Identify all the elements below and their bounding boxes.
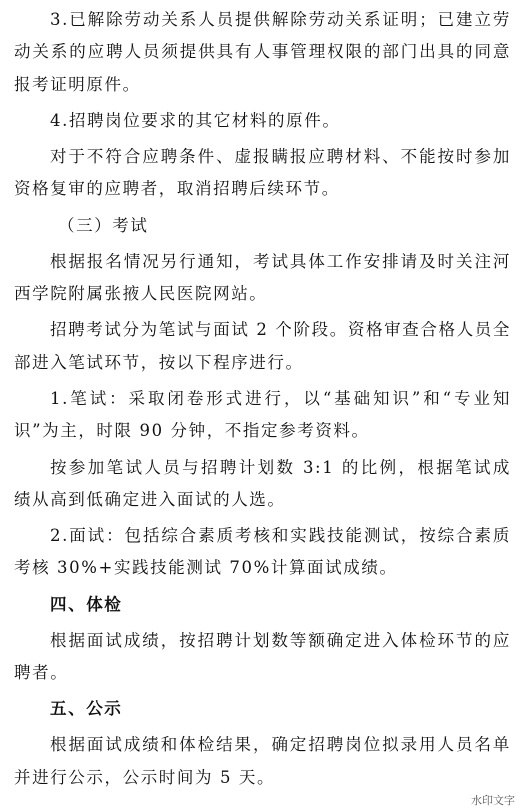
paragraph-exam-notice: 根据报名情况另行通知，考试具体工作安排请及时关注河西学院附属张掖人民医院网站。 [14,251,511,304]
section-heading-physical-exam: 四、体检 [50,594,123,614]
watermark-text: 水印文字 [471,794,515,807]
paragraph-release-proof: 3.已解除劳动关系人员提供解除劳动关系证明；已建立劳动关系的应聘人员须提供具有人事管理权限的部门出具的同意报考证明原件。 [14,10,511,94]
document-body [14,4,511,798]
paragraph-physical-exam: 根据面试成绩，按招聘计划数等额确定进入体检环节的应聘者。 [14,630,511,683]
paragraph-other-materials: 4.招聘岗位要求的其它材料的原件。 [50,110,341,130]
paragraph-interview-ratio: 按参加笔试人员与招聘计划数 3:1 的比例，根据笔试成绩从高到低确定进入面试的人选。 [14,457,511,509]
paragraph-exam-stages: 招聘考试分为笔试与面试 2 个阶段。资格审查合格人员全部进入笔试环节，按以下程序进行。 [14,320,511,372]
paragraph-written-exam: 1.笔试：采取闭卷形式进行，以“基础知识”和“专业知识”为主，时限 90 分钟，不指定参考资料。 [14,388,511,441]
paragraph-publicity: 根据面试成绩和体检结果，确定招聘岗位拟录用人员名单并进行公示，公示时间为 5 天。 [14,735,511,787]
subsection-heading-exam: （三）考试 [58,215,149,235]
section-heading-publicity: 五、公示 [50,699,123,719]
paragraph-disqualification: 对于不符合应聘条件、虚报瞒报应聘材料、不能按时参加资格复审的应聘者，取消招聘后续环节。 [14,147,511,199]
paragraph-interview: 2.面试：包括综合素质考核和实践技能测试，按综合素质考核 30%+实践技能测试 70%计算面试成绩。 [14,526,511,578]
